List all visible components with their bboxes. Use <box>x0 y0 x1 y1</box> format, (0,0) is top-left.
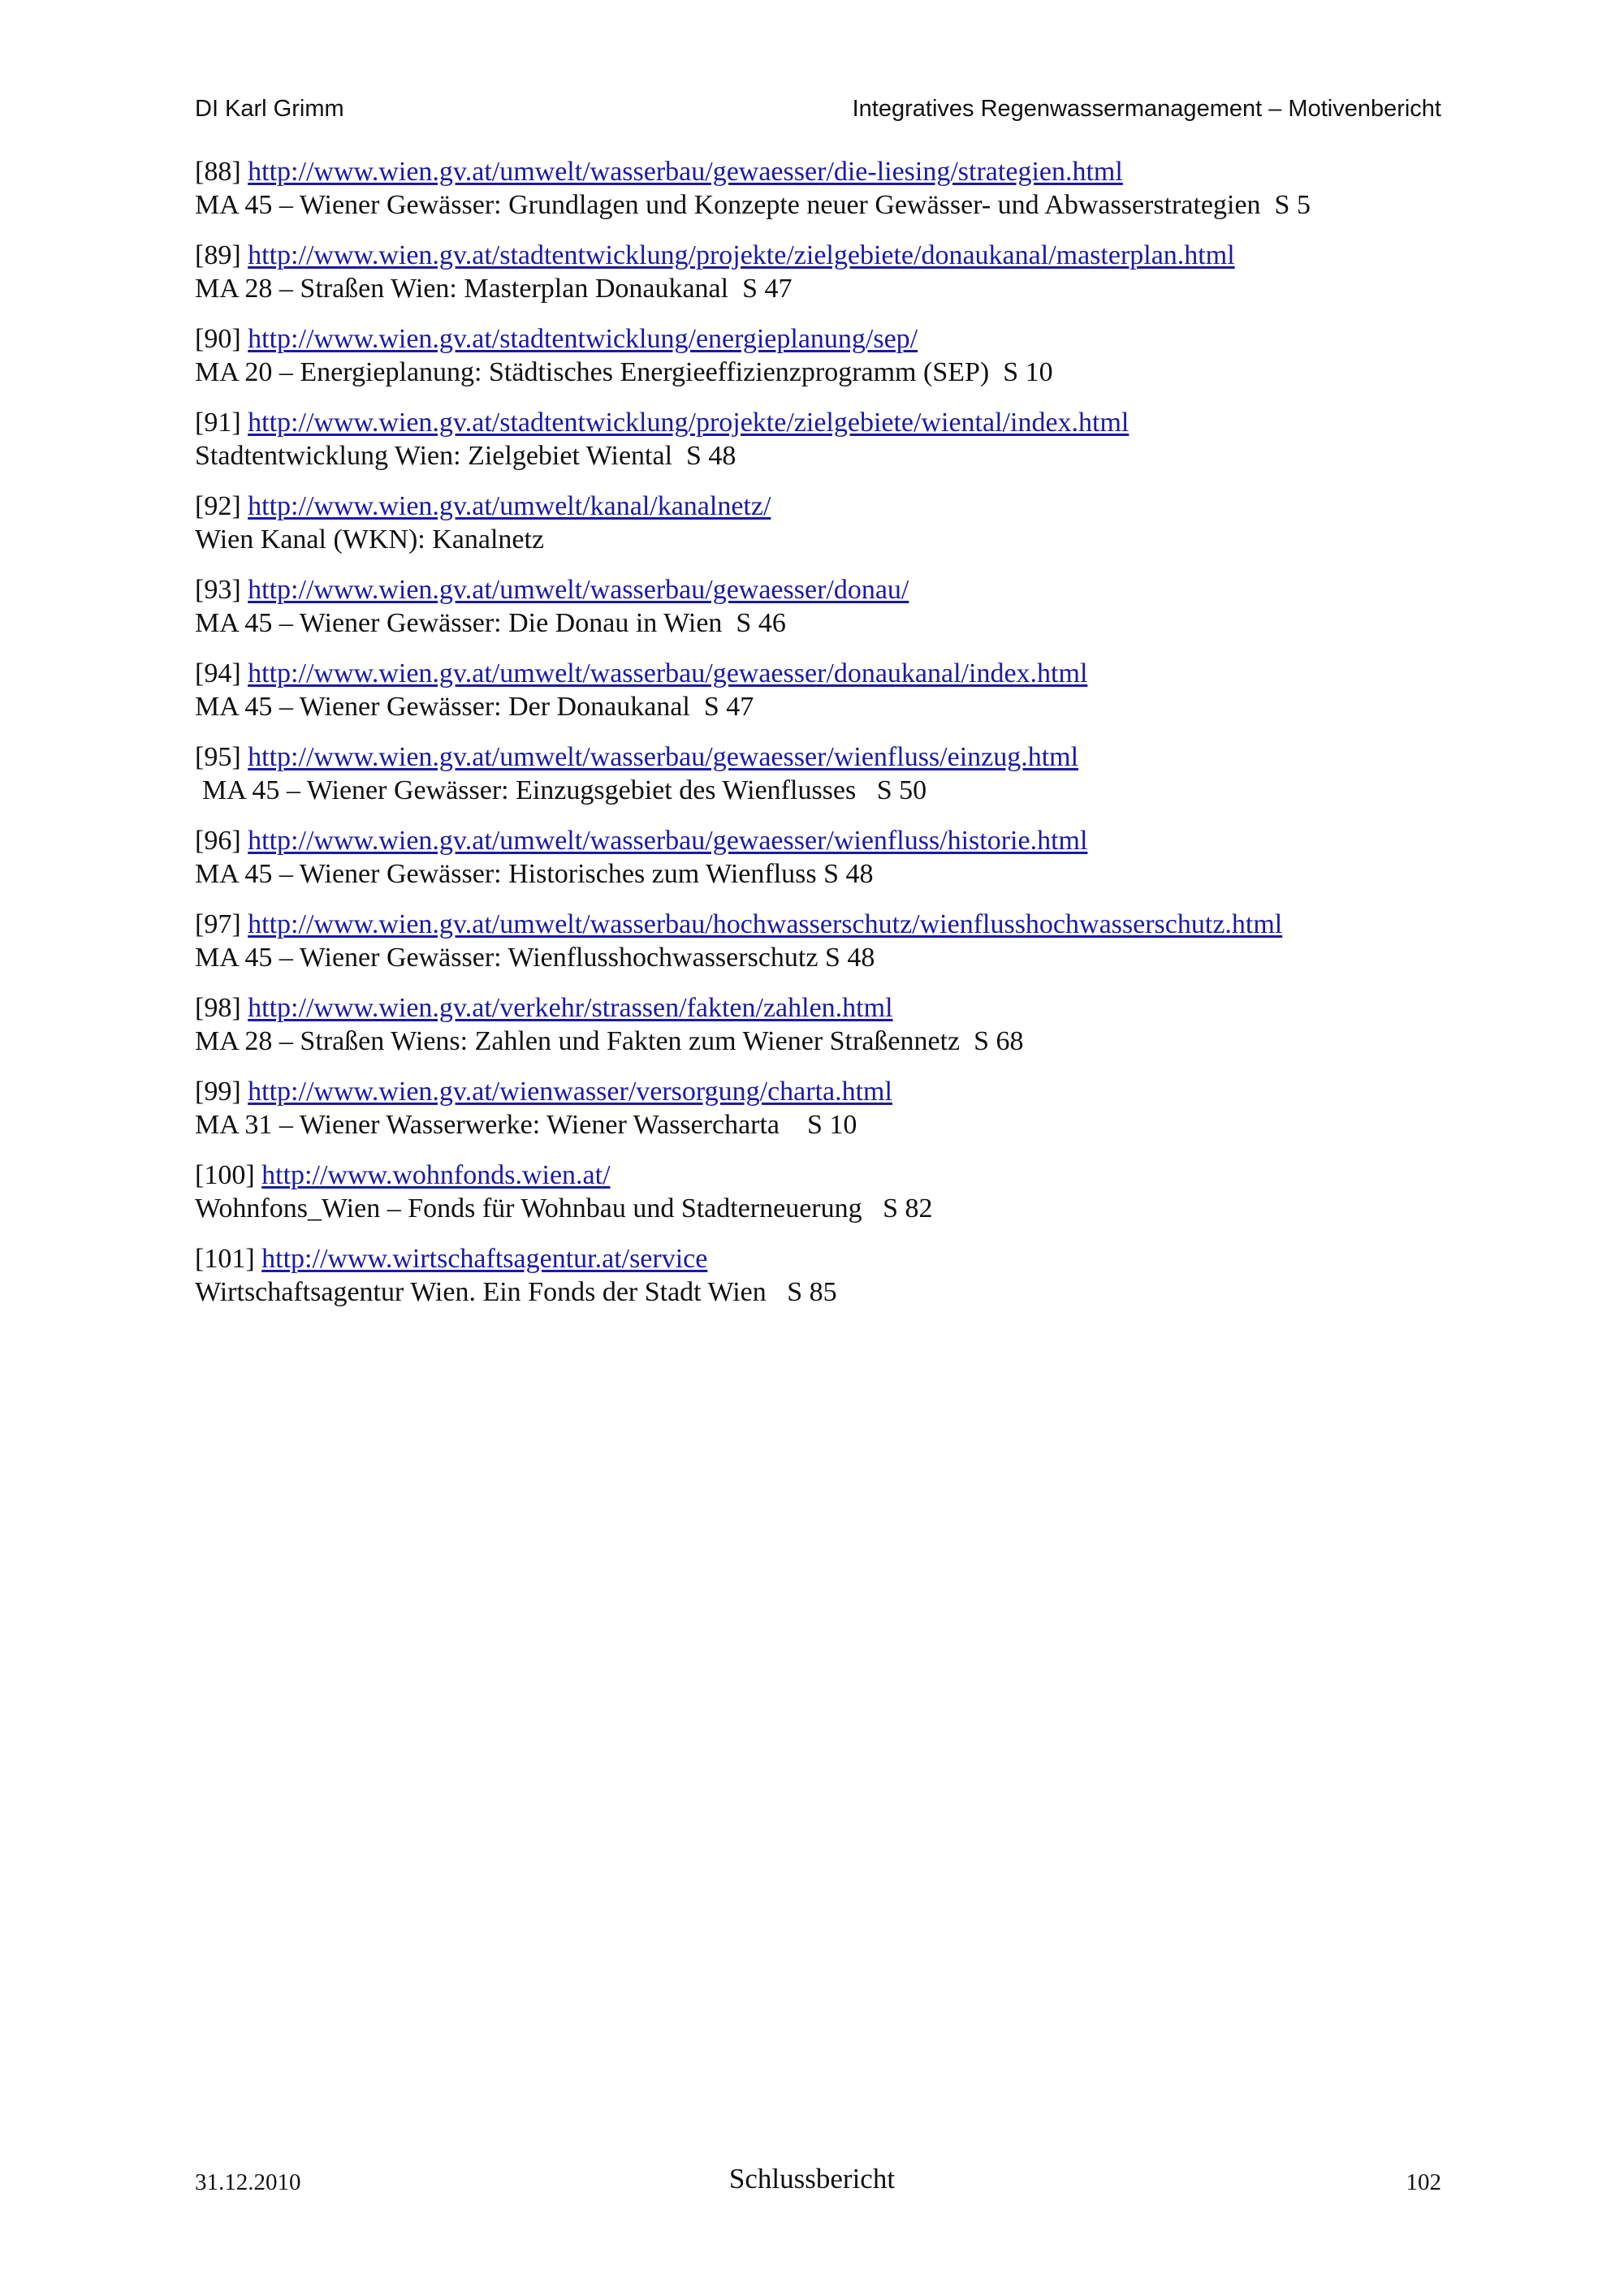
reference-line <box>195 824 1462 857</box>
reference-line <box>195 657 1462 690</box>
reference-description: Wien Kanal (WKN): Kanalnetz <box>195 524 545 555</box>
reference-link[interactable]: http://www.wirtschaftsagentur.at/service <box>261 1244 708 1274</box>
reference-link[interactable]: http://www.wien.gv.at/umwelt/wasserbau/gewaesser/wienfluss/historie.html <box>248 826 1088 856</box>
reference-line <box>195 1159 1462 1192</box>
reference-link[interactable]: http://www.wien.gv.at/stadtentwicklung/energieplanung/sep/ <box>248 324 918 354</box>
reference-line <box>195 908 1462 941</box>
reference-number: [92] <box>195 491 241 521</box>
reference-description: Wohnfons_Wien – Fonds für Wohnbau und Stadterneuerung S 82 <box>195 1193 933 1224</box>
reference-link[interactable]: http://www.wien.gv.at/umwelt/wasserbau/gewaesser/donau/ <box>248 575 909 605</box>
reference-link[interactable]: http://www.wien.gv.at/umwelt/wasserbau/gewaesser/die-liesing/strategien.html <box>248 157 1123 187</box>
reference-item <box>195 573 1462 640</box>
reference-number: [96] <box>195 826 241 856</box>
reference-description: MA 31 – Wiener Wasserwerke: Wiener Wassercharta S 10 <box>195 1110 857 1140</box>
reference-number: [95] <box>195 742 241 772</box>
reference-item <box>195 322 1462 389</box>
reference-description: MA 45 – Wiener Gewässer: Einzugsgebiet des Wienflusses S 50 <box>202 775 927 805</box>
reference-number: [97] <box>195 909 241 939</box>
reference-item <box>195 1159 1462 1225</box>
reference-line <box>195 1075 1462 1108</box>
reference-link[interactable]: http://www.wien.gv.at/umwelt/wasserbau/hochwasserschutz/wienflusshochwasserschutz.html <box>248 909 1283 939</box>
running-header <box>195 96 1441 128</box>
reference-number: [88] <box>195 157 241 187</box>
reference-item <box>195 908 1462 974</box>
reference-number: [89] <box>195 240 241 270</box>
reference-description: MA 20 – Energieplanung: Städtisches Energieeffizienzprogramm (SEP) S 10 <box>195 357 1053 387</box>
reference-line <box>195 322 1462 356</box>
footer-title: Schlussbericht <box>728 2163 896 2195</box>
reference-number: [93] <box>195 575 241 605</box>
reference-line <box>195 406 1462 439</box>
reference-description: MA 45 – Wiener Gewässer: Grundlagen und Konzepte neuer Gewässer- und Abwasserstrategien S 5 <box>195 190 1311 220</box>
reference-item <box>195 824 1462 891</box>
reference-description: MA 45 – Wiener Gewässer: Der Donaukanal S 47 <box>195 692 754 722</box>
reference-link[interactable]: http://www.wien.gv.at/stadtentwicklung/projekte/zielgebiete/wiental/index.html <box>248 408 1129 438</box>
reference-description: MA 28 – Straßen Wien: Masterplan Donaukanal S 47 <box>195 274 793 304</box>
reference-number: [100] <box>195 1160 255 1190</box>
reference-description: Stadtentwicklung Wien: Zielgebiet Wiental S 48 <box>195 441 736 471</box>
reference-link[interactable]: http://www.wien.gv.at/stadtentwicklung/projekte/zielgebiete/donaukanal/masterplan.html <box>248 240 1235 270</box>
reference-link[interactable]: http://www.wien.gv.at/umwelt/wasserbau/gewaesser/donaukanal/index.html <box>248 658 1088 688</box>
reference-number: [90] <box>195 324 241 354</box>
reference-item <box>195 657 1462 723</box>
reference-item <box>195 1075 1462 1142</box>
reference-item <box>195 740 1462 807</box>
reference-description: MA 45 – Wiener Gewässer: Historisches zum Wienfluss S 48 <box>195 859 874 889</box>
reference-description: Wirtschaftsagentur Wien. Ein Fonds der Stadt Wien S 85 <box>195 1277 837 1307</box>
reference-number: [101] <box>195 1244 255 1274</box>
header-author: DI Karl Grimm <box>195 96 344 122</box>
reference-line <box>195 991 1462 1025</box>
reference-number: [99] <box>195 1077 241 1107</box>
reference-item <box>195 490 1462 556</box>
reference-item <box>195 991 1462 1058</box>
reference-description: MA 28 – Straßen Wiens: Zahlen und Fakten zum Wiener Straßennetz S 68 <box>195 1026 1024 1056</box>
reference-link[interactable]: http://www.wien.gv.at/umwelt/kanal/kanalnetz/ <box>248 491 771 521</box>
reference-line <box>195 1242 1462 1275</box>
reference-line <box>195 740 1462 774</box>
header-title: Integratives Regenwassermanagement – Motivenbericht <box>852 96 1441 122</box>
reference-link[interactable]: http://www.wien.gv.at/umwelt/wasserbau/gewaesser/wienfluss/einzug.html <box>248 742 1079 772</box>
reference-line <box>195 239 1462 272</box>
reference-number: [94] <box>195 658 241 688</box>
reference-line <box>195 573 1462 606</box>
reference-line <box>195 490 1462 523</box>
reference-description: MA 45 – Wiener Gewässer: Die Donau in Wien S 46 <box>195 608 786 638</box>
footer-date: 31.12.2010 <box>195 2169 301 2195</box>
reference-link[interactable]: http://www.wien.gv.at/wienwasser/versorgung/charta.html <box>248 1077 892 1107</box>
reference-number: [98] <box>195 993 241 1023</box>
reference-line <box>195 155 1462 188</box>
reference-list <box>195 155 1462 1326</box>
reference-link[interactable]: http://www.wien.gv.at/verkehr/strassen/fakten/zahlen.html <box>248 993 893 1023</box>
reference-number: [91] <box>195 408 241 438</box>
reference-item <box>195 1242 1462 1309</box>
reference-item <box>195 239 1462 305</box>
reference-item <box>195 155 1462 222</box>
reference-link[interactable]: http://www.wohnfonds.wien.at/ <box>261 1160 611 1190</box>
reference-description: MA 45 – Wiener Gewässer: Wienflusshochwasserschutz S 48 <box>195 943 875 973</box>
page-number: 102 <box>1406 2169 1441 2195</box>
reference-item <box>195 406 1462 473</box>
